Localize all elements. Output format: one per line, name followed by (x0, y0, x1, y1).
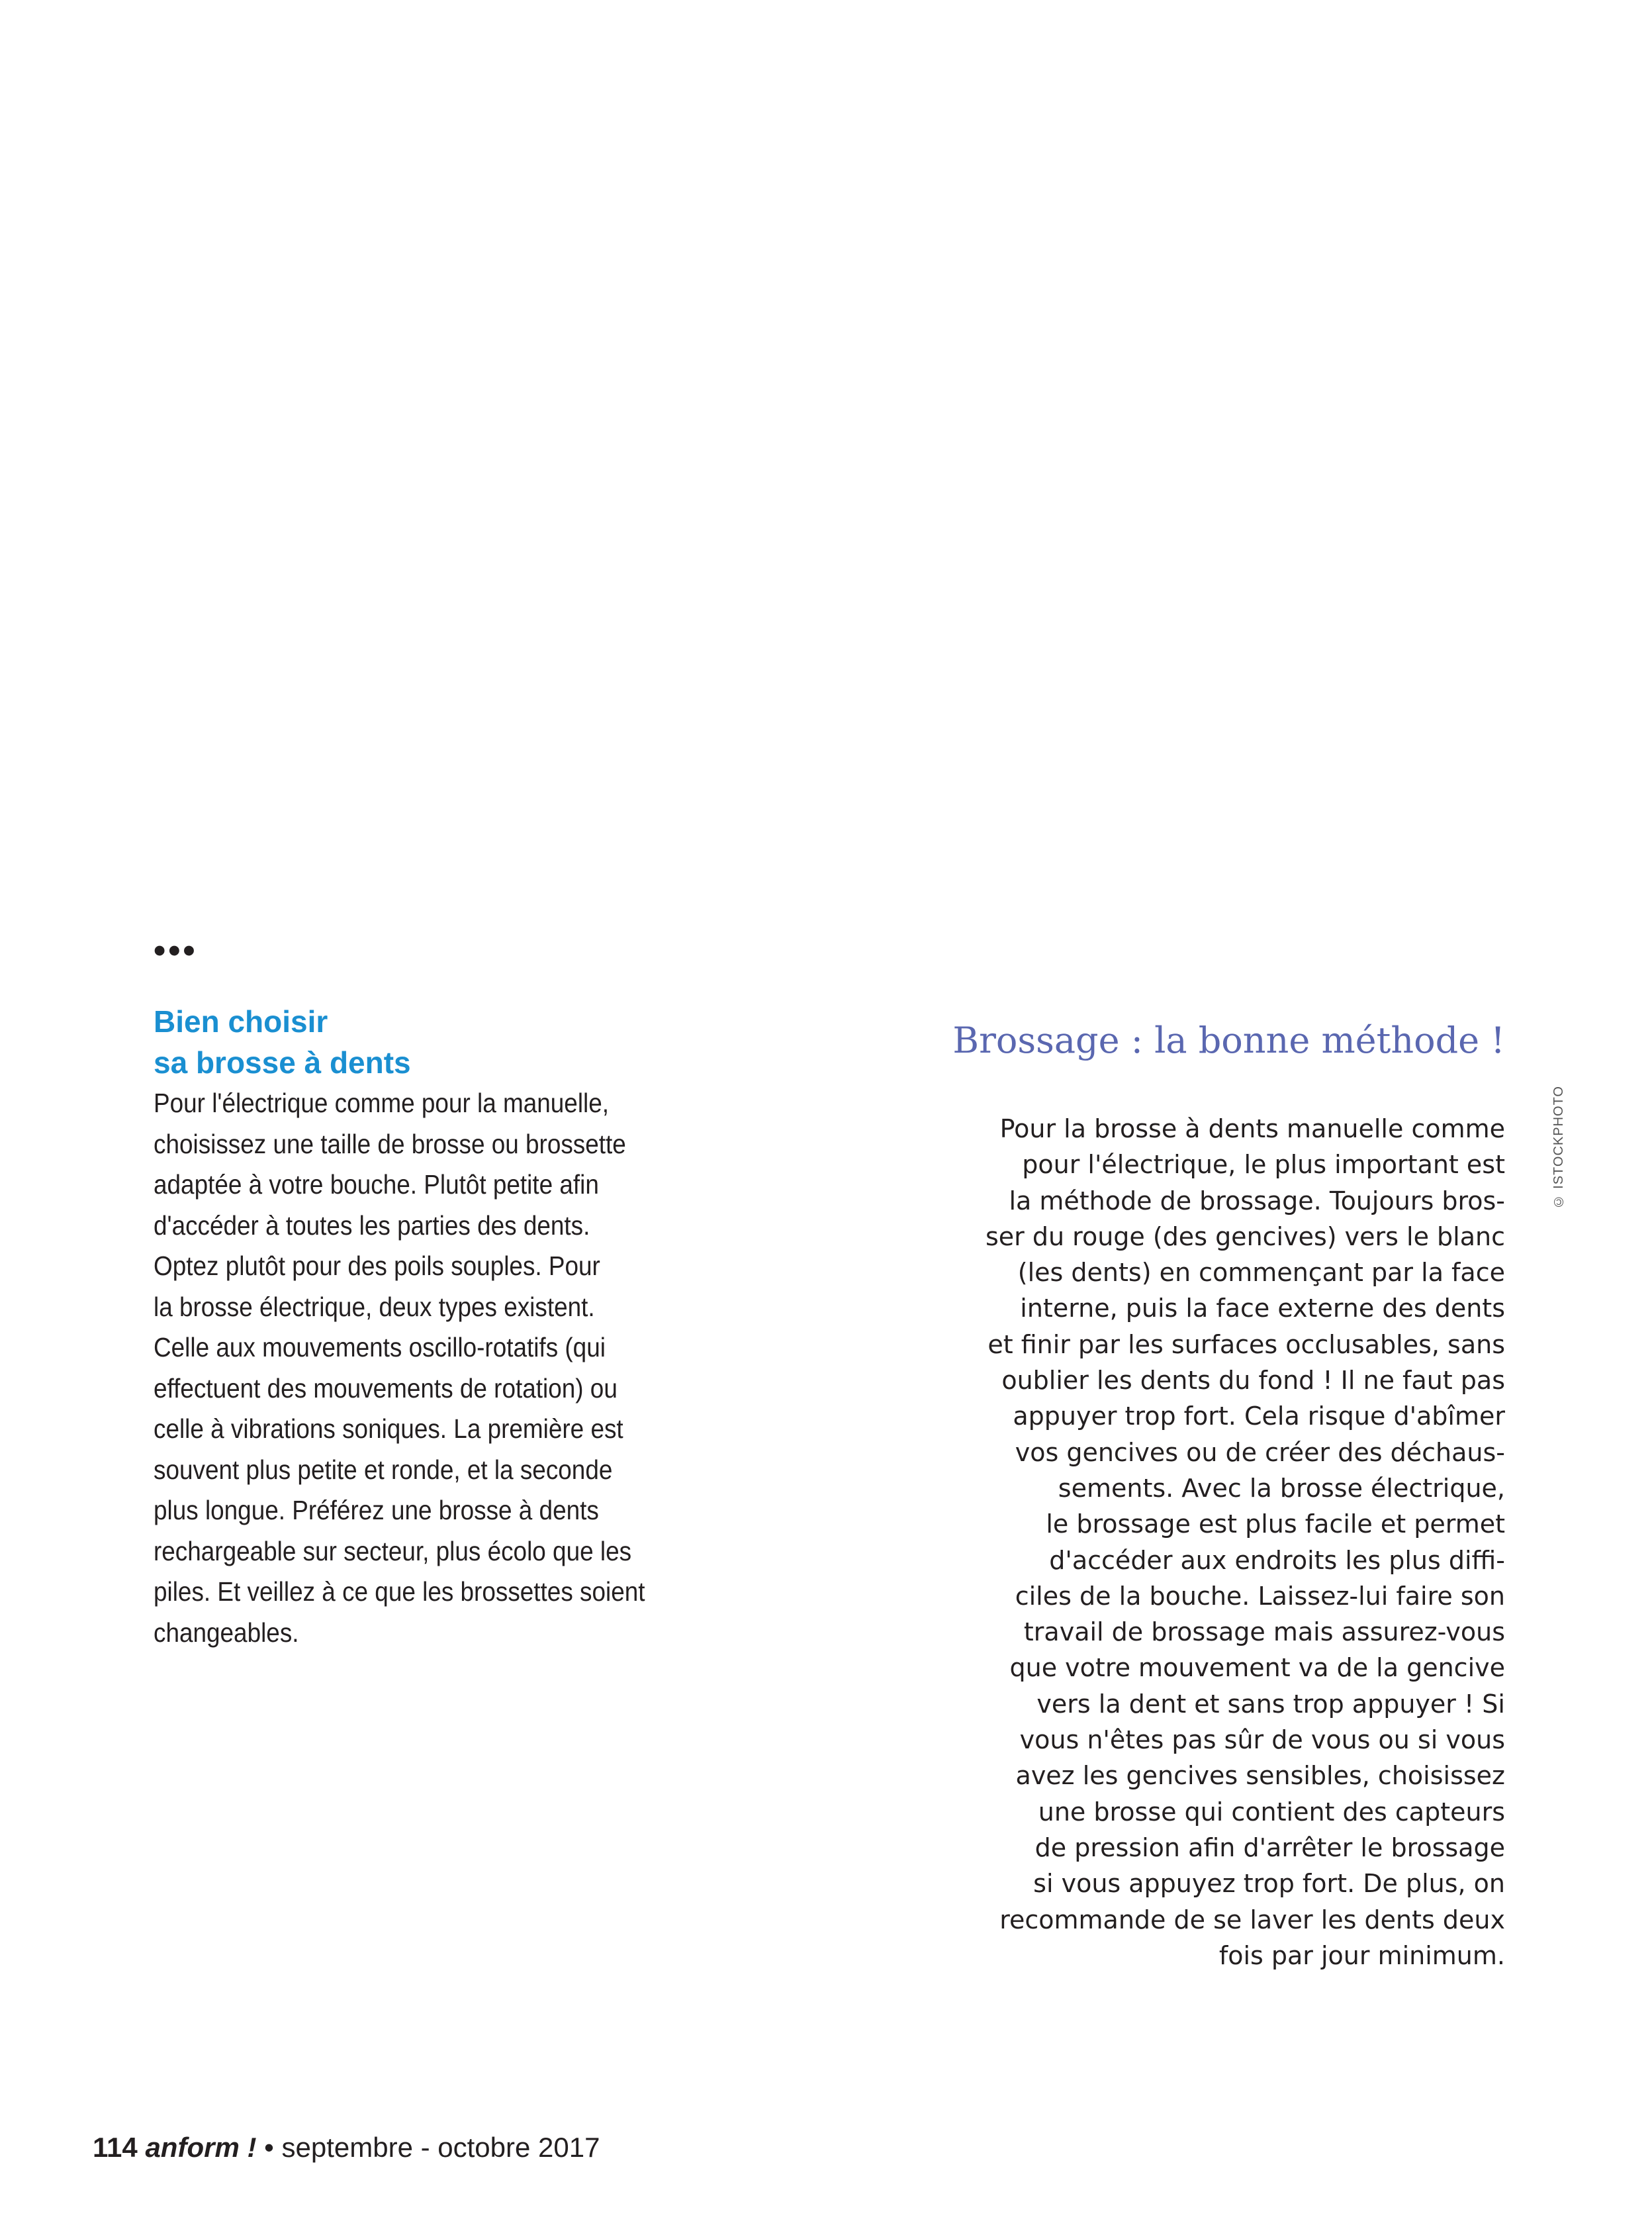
left-article-body: Pour l'électrique comme pour la manuelle, choisissez une taille de brosse ou brossette adaptée à votre bouche. Plutôt petite afin d'accéder à toutes les parties des dents. Optez plutôt pour des poils souples. Pour la brosse électrique, deux types existent. Celle aux mouvements oscillo-rotatifs (qui effectuent des mouvements de rotation) ou celle à vibrations soniques. La première est souvent plus petite et ronde, et la seconde plus longue. Préférez une brosse à dents rechargeable sur secteur, plus écolo que les piles. Et veillez à ce que les brossettes soient changeables. (154, 1088, 645, 1648)
magazine-name: anform ! (145, 2132, 257, 2163)
left-article-title-line1: Bien choisir (154, 1004, 328, 1039)
photo-credit: © ISTOCKPHOTO (1551, 1086, 1566, 1209)
continuation-dots: ••• (154, 931, 198, 970)
page-footer (93, 2134, 600, 2162)
right-article-body: Pour la brosse à dents manuelle comme pour l'électrique, le plus important est la méthode de brossage. Toujours bros- ser du rouge (des gencives) vers le blanc (les dents) en commençant par la face interne, puis la face externe des dents et finir par les surfaces occlusables, sans oublier les dents du fond ! Il ne faut pas appuyer trop fort. Cela risque d'abîmer vos gencives ou de créer des déchaus- sements. Avec la brosse électrique, le brossage est plus facile et permet d'accéder aux endroits les plus diffi- ciles de la bouche. Laissez-lui faire son travail de brossage mais assurez-vous que votre mouvement va de la gencive vers la dent et sans trop appuyer ! Si vous n'êtes pas sûr de vous ou si vous avez les gencives sensibles, choisissez une brosse qui contient des capteurs de pression afin d'arrêter le brossage si vous appuyez trop fort. De plus, on recommande de se laver les dents deux fois par jour minimum. (986, 1114, 1505, 1970)
issue-date: septembre - octobre 2017 (281, 2132, 600, 2163)
footer-separator: • (264, 2132, 274, 2163)
right-article-title: Brossage : la bonne méthode ! (952, 1020, 1505, 1061)
left-article-title-line2: sa brosse à dents (154, 1045, 411, 1080)
left-article (154, 1001, 736, 1653)
left-article-title (154, 1001, 736, 1083)
page-number: 114 (93, 2132, 138, 2163)
